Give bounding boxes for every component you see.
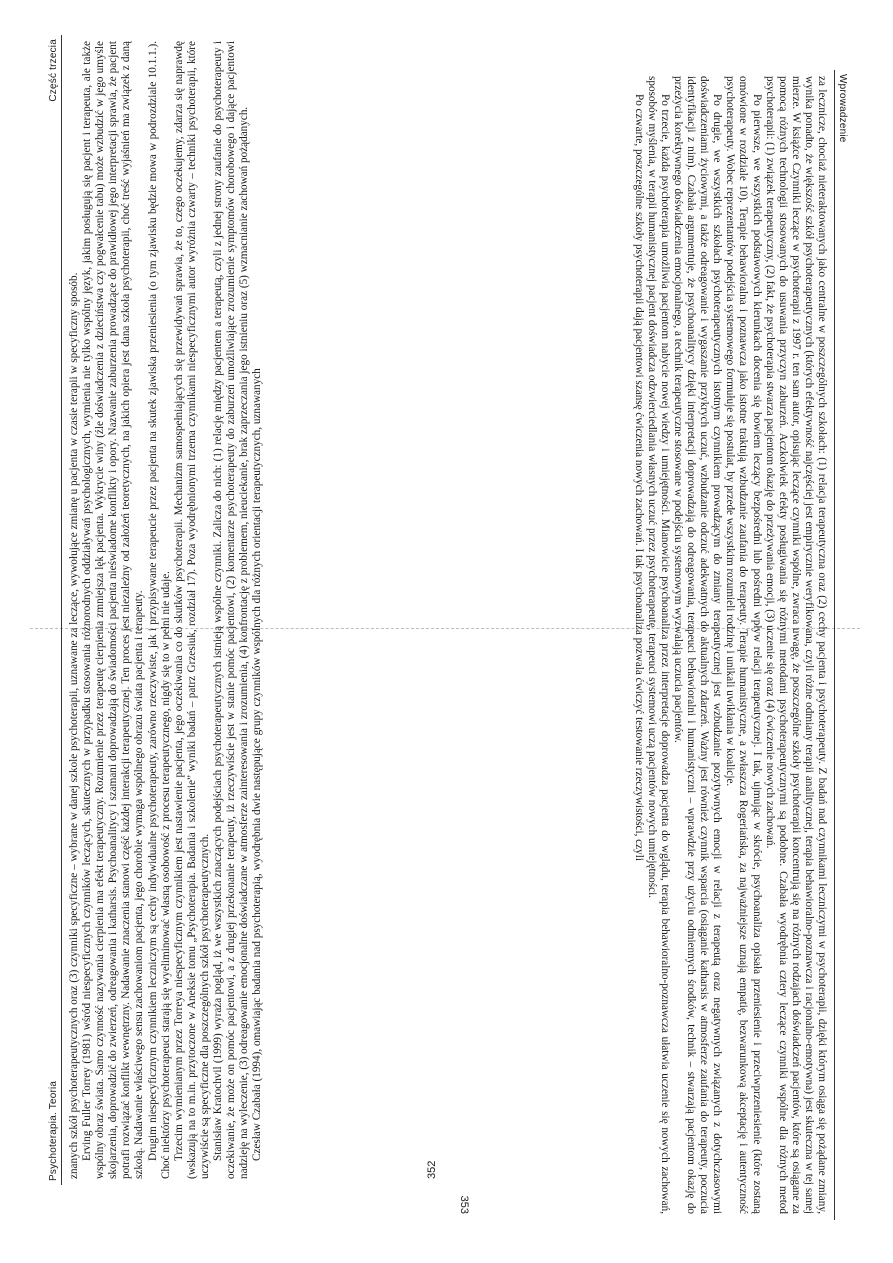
page-body: [68, 35, 408, 1185]
running-head-part: Część trzecia: [48, 39, 59, 102]
book-page-353: [456, 70, 848, 1220]
paragraph: za lecznicze, chociaż nieteraktowanych jako centralne w poszczególnych szkołach: (1) relacja terapeutyczna oraz (2) cechy pacjenta i psychoterapeuty. Z badań nad czynnikami leczniczymi w psychoterapii, dzięki którym osiąga się pożądane zmiany, wynika ponadto, że większość szkół psychoterapeutycznych (których efektywność najczęściej jest empirycznie weryfikowana, czyli różne odmiany terapii analitycznej, terapia behawioralno-poznawcza i racjonalno-emotywna) jest skuteczna w tej samej mierze. W książce Czynniki leczące w psychoterapii z 1997 r. ten sam autor, opisując leczące czynniki wspólne, zwraca uwagę, że poszczególne szkoły psychoterapii koncentrują się na różnych rodzajach doświadczeń pacjentów, które są osiągane za pomocą różnych technologii stosowanych do usuwania przyczyn zaburzeń. Aczkolwiek efekty posługiwania się różnymi metodami psychoterapeutycznymi są podobne. Czabała wyodrębnia cztery leczące czynniki wspólne dla różnych metod psychoterapii: (1) związek terapeutyczny, (2) fakt, że psychoterapia stwarza pacjentom okazję do przeżywania emocji, (3) uczenie się oraz (4) ćwiczenie nowych zachowań.: [763, 76, 828, 1214]
paragraph: Czesław Czabała (1994), omawiając badania nad psychoterapią, wyodrębnia dwie następujące grupy czynników wspólnych dla różnych orientacji terapeutycznych, uznawanych: [251, 368, 264, 1161]
page-body: [488, 70, 828, 1220]
paragraph: Po trzecie, każda psychoterapia umożliwia pacjentom nabycie nowej wiedzy i umiejętności. Mianowicie psychoanaliza przez interpretacje doprowadza pacjenta do wglądu, terapia behawioralno-poznawcza ułatwia uczenie się nowych zachowań, sposobów myślenia, w terapii humanistycznej pacjent doświadcza odzwierciedlania własnych uczuć przez psychoterapeutę, terapeuci systemowi uczą pacjentów nowych umiejętności.: [645, 76, 671, 1214]
book-page-352: [48, 35, 440, 1185]
running-head-title: Psychoterapia. Teoria: [48, 1080, 59, 1181]
paragraph: Stanisław Kratochvil (1999) wyraża pogląd, iż we wszystkich znaczących podejściach psychoterapeutycznych istnieją wspólne czynniki. Zalicza do nich: (1) relację między pacjentem a terapeutą, czyli z jednej strony zaufanie do psychoterapeuty i oczekiwanie, że może on pomóc pacjentowi, a z drugiej przekonanie terapeuty, iż rzeczywiście jest w stanie pomóc pacjentowi, (2) komentarze psychoterapeuty do zaburzeń umożliwiające zrozumienie symptomów chorobowego i dające pacjentowi nadzieję na wyleczenie, (3) odreagowanie emocjonalne doświadczane w atmosferze zainteresowania i zrozumienia, (4) konfrontację z problemem, nieuciekanie, brak zaprzeczania jego istnieniu oraz (5) wzmacnianie zachowań pożądanych.: [212, 41, 251, 1179]
paragraph: Erving Fuller Torrey (1981) wśród niespecyficznych czynników leczących, skutecznych w przypadku stosowania różnorodnych oddziaływań psychologicznych, wymienia nie tylko wspólny język, jakim posługują się pacjent i terapeuta, ale także wspólny obraz świata. Samo czynność nazywania cierpienia ma efekt terapeutyczny. Rozumienie przez terapeutę cierpienia zmniejsza lęk pacjenta. Wykrycie winy (źle doświadczenia z dzieciństwa czy pogwałcenie tabu) może wzbudzić w jego umyśle skojarzenia, doprowadzić do zwierzeń, odreagowania i katharsis. Psychoanalitycy i szamani doprowadzają do świadomości pacjenta nieświadome konflikty i opory. Nazwanie zaburzenia prowadzące do prawidłowej jego interpretacji sprawia, że pacjent potrafi rozwiązać konflikt wewnętrzny. Nadawanie znaczenia stanowi część każdej interakcji terapeutycznej. Ten proces jest niezależny od założeń teoretycznych, na jakich opiera jest dana szkoła psychoterapii, choć treść wyjaśnień ma związek z daną szkołą. Nadawanie właściwego sensu zachowaniom pacjenta, jego chorobie wymaga wspólnego obrazu świata pacjenta i terapeuty.: [81, 41, 146, 1179]
paragraph: Po drugie, we wszystkich szkołach psychoterapeutycznych istotnym czynnikiem prowadzącym do zmiany terapeutycznej jest wzbudzanie pozytywnych emocji w relacji z terapeutą oraz negatywnych związanych z dotychczasowymi doświadczeniami życiowymi, a także odreagowanie i wygaszanie przykrych uczuć, wzbudzanie odczuć adekwatnych do aktualnych zdarzeń. Ważny jest również czynnik wsparcia (osiąganie katharsis w atmosferze zaufania do terapeuty, poczucia identyfikacji z nim). Czabała argumentuje, że psychoanalitycy dzięki interpretacji doprowadzają do odreagowania, terapeuci behawioralni i humanistyczni – wprawdzie przy użyciu odmiennych środków, technik – stwarzają pacjentom okazję do przeżycia korektywnego doświadczenia emocjonalnego, a technik terapeutyczne stosowane w podejściu systemowym wyzwalają uczucia pacjentów.: [671, 76, 724, 1214]
paragraph: znanych szkół psychoterapeutycznych oraz (3) czynniki specyficzne – wybrane w danej szkole psychoterapii, uznawane za leczące, wywołujące zmianę u pacjenta w czasie terapii w specyficzny sposób.: [68, 272, 80, 1179]
running-head: [834, 70, 848, 1220]
page-number: 353: [458, 1195, 470, 1214]
paragraph: Po pierwsze, we wszystkich podstawowych kierunkach docenia się bowiem leczący bezpośredni lub pośredni wpływ relacji terapeutycznej. I tak, ujmując w skrócie, psychoanaliza opisała przeniesienie i przeciwprzeniesienie (które zostaną omówione w rozdziale 10). Terapie behawioralna i poznawcza jako istotne traktują wzbudzanie zaufania do terapeuty. Terapie humanistyczne, a zwłaszcza Rogeriańska, za najważniejsze uznają empatię, bezwarunkową akceptację i autentyczność psychoterapeuty. Wobec reprezentantów podejścia systemowego formułuje się postulat, by przede wszystkim rozumieli rodzinę i unikali uwikłania w koalicje.: [724, 76, 763, 1214]
paragraph: Po czwarte, poszczególne szkoły psychoterapii dają pacjentowi szansę ćwiczenia nowych zachowań. I tak psychoanaliza pozwala ćwiczyć testowanie rzeczywistości, czyli: [632, 94, 645, 861]
running-head: [48, 35, 62, 1185]
page-number: 352: [426, 1160, 438, 1179]
paragraph: Trzecim wymienianym przez Torreya niespecyficznym czynnikiem jest nastawienie pacjenta, jego oczekiwania co do skutków psychoterapii. Mechanizm samospełniających się przewidywań sprawia, że to, czego oczekujemy, zdarza się naprawdę (wskazują na to m.in. przytoczone w Aneksie tomu „Psychoterapia. Badania i szkolenie” wyniki badań – patrz Grzesiuk, rozdział 17). Poza wyodrębnionymi trzema czynnikami niespecyficznymi autor wyróżnia czwarty – techniki psychoterapii, które uczywiście są specyficzne dla poszczególnych szkół psychoterapeutycznych.: [172, 41, 211, 1179]
running-head-chapter: Wprowadzenie: [837, 74, 848, 143]
paragraph: Drugim niespecyficznym czynnikiem leczniczym są cechy indywidualne psychoterapeuty, zarówno rzeczywiste, jak i przypisywane terapeucie przez pacjenta na skutek zjawiska przeniesienia (o tym zjawisku będzie mowa w podrozdziale 10.1.1.). Choć niektórzy psychoterapeuci starają się wyeliminować własną osobowość z procesu terapeutycznego, nigdy się to w pełni nie udaje.: [146, 41, 172, 1179]
